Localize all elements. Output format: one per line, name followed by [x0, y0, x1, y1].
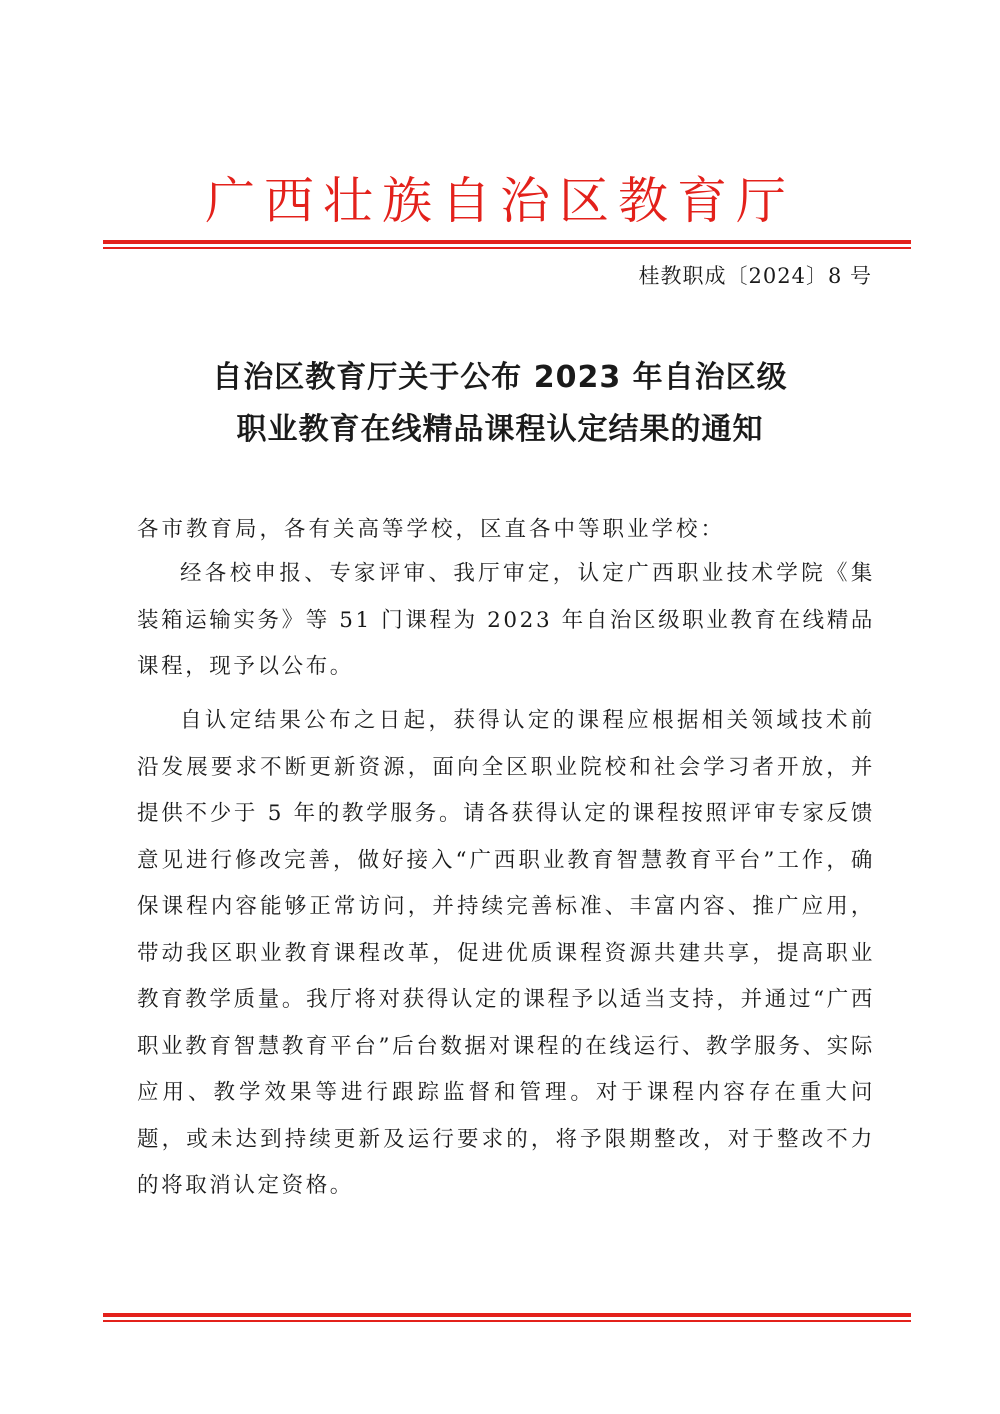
body-paragraph-2: 自认定结果公布之日起，获得认定的课程应根据相关领域技术前沿发展要求不断更新资源，面向全区职业院校和社会学习者开放，并提供不少于 5 年的教学服务。请各获得认定的课程按照评审专家反馈意见进行修改完善，做好接入“广西职业教育智慧教育平台”工作，确保课程内容能够正常访问，并持续完善标准、丰富内容、推广应用，带动我区职业教育课程改革，促进优质课程资源共建共享，提高职业教育教学质量。我厅将对获得认定的课程予以适当支持，并通过“广西职业教育智慧教育平台”后台数据对课程的在线运行、教学服务、实际应用、教学效果等进行跟踪监督和管理。对于课程内容存在重大问题，或未达到持续更新及运行要求的，将予限期整改，对于整改不力的将取消认定资格。 — [137, 708, 875, 1198]
body-paragraph-1: 经各校申报、专家评审、我厅审定，认定广西职业技术学院《集装箱运输实务》等 51 门课程为 2023 年自治区级职业教育在线精品课程，现予以公布。 — [137, 561, 875, 679]
rule-thin-line — [103, 247, 911, 249]
document-title — [0, 352, 1000, 456]
header-red-rule — [103, 240, 911, 249]
footer-red-rule — [103, 1313, 911, 1322]
document-title-line-2: 职业教育在线精品课程认定结果的通知 — [236, 412, 764, 447]
document-number: 桂教职成〔2024〕8 号 — [638, 264, 872, 288]
addressee: 各市教育局，各有关高等学校，区直各中等职业学校： — [137, 517, 726, 542]
document-title-line-1: 自治区教育厅关于公布 2023 年自治区级 — [212, 360, 788, 395]
rule-thin-line — [103, 1320, 911, 1322]
issuer-header: 广西壮族自治区教育厅 — [205, 172, 795, 230]
